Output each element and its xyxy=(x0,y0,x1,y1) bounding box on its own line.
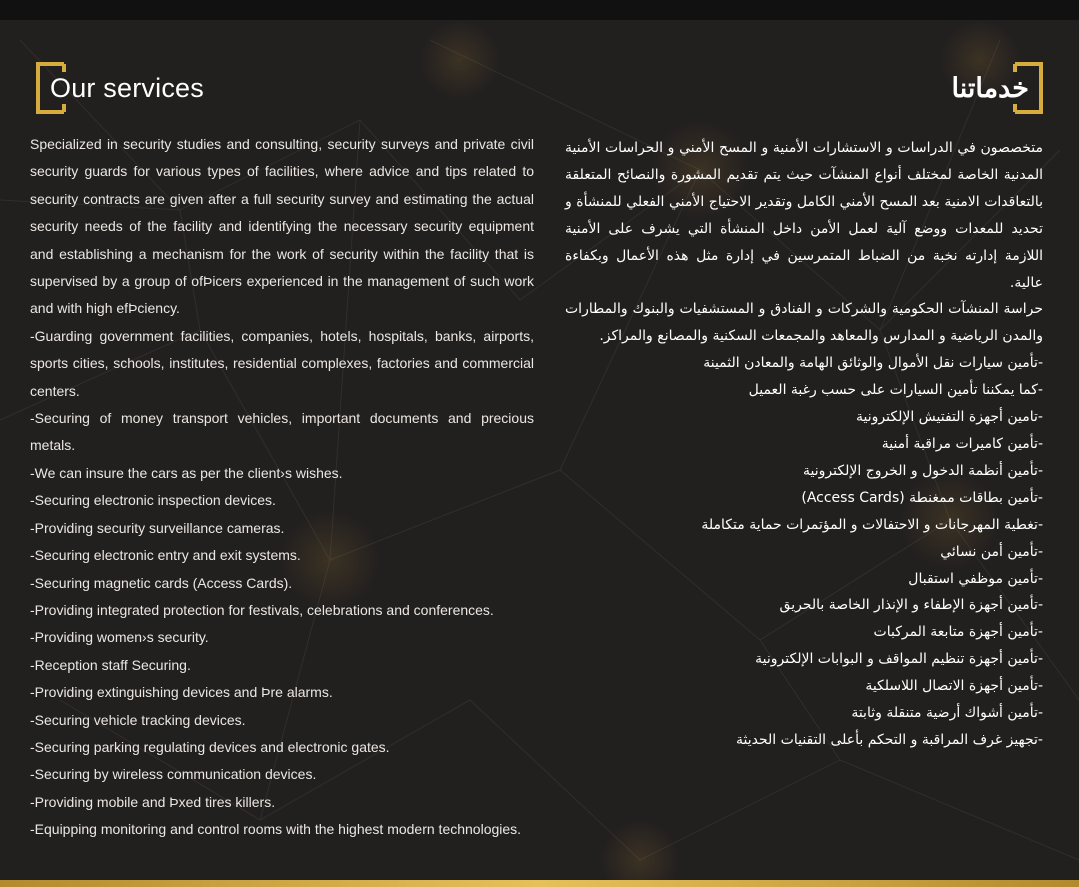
arabic-service-list-item: -تأمين أجهزة متابعة المركبات xyxy=(873,624,1043,641)
service-list-item: -Providing integrated protection for festivals, celebrations and conferences. xyxy=(30,601,494,618)
english-heading xyxy=(36,62,204,114)
arabic-service-list-item: -تجهيز غرف المراقبة و التحكم بأعلى التقنيات الحديثة xyxy=(736,731,1043,748)
arabic-service-list-item: -تأمين أنظمة الدخول و الخروج الإلكترونية xyxy=(803,462,1043,479)
english-money-transport-paragraph: -Securing of money transport vehicles, important documents and precious metals. xyxy=(30,410,534,454)
arabic-service-list-item: -كما يمكننا تأمين السيارات على حسب رغبة العميل xyxy=(748,382,1043,399)
service-list-item: -Securing parking regulating devices and electronic gates. xyxy=(30,738,390,755)
arabic-service-list-item: -تأمين أجهزة تنظيم المواقف و البوابات الإلكترونية xyxy=(755,651,1043,668)
arabic-service-list-item: -تأمين أشواك أرضية متنقلة وثابتة xyxy=(851,705,1043,722)
english-last-paragraph: -Equipping monitoring and control rooms with the highest modern technologies. xyxy=(30,821,522,838)
service-list-item: -Providing mobile and Þxed tires killers. xyxy=(30,793,276,810)
english-title: Our services xyxy=(50,72,204,103)
arabic-guarding-paragraph: حراسة المنشآت الحكومية والشركات و الفنادق و المستشفيات والبنوك والمطارات والمدن الرياضية و المدارس والمعاهد والمجمعات السكنية والمصانع والمراكز. xyxy=(565,301,1043,345)
service-list-item: -Securing electronic inspection devices. xyxy=(30,492,276,509)
service-list-item: -Securing vehicle tracking devices. xyxy=(30,711,246,728)
arabic-service-list-item: -تأمين أجهزة الإطفاء و الإنذار الخاصة بالحريق xyxy=(779,597,1043,614)
service-list-item: -Securing electronic entry and exit systems. xyxy=(30,547,301,564)
gold-bottom-bar xyxy=(0,880,1079,887)
arabic-title: خدماتنا xyxy=(951,72,1029,103)
arabic-service-list-item: -تأمين موظفي استقبال xyxy=(908,570,1043,587)
english-guarding-paragraph: -Guarding government facilities, companies, hotels, hospitals, banks, airports, sports cities, schools, institutes, residential complexes, factories and commercial centers. xyxy=(30,327,534,399)
arabic-service-list-item: -تأمين أجهزة الاتصال اللاسلكية xyxy=(865,678,1043,695)
service-list-item: -Providing security surveillance cameras. xyxy=(30,519,285,536)
service-list-item: -Reception staff Securing. xyxy=(30,656,191,673)
arabic-intro-paragraph: متخصصون في الدراسات و الاستشارات الأمنية و المسح الأمني و الحراسات الأمنية المدنية الخاصة لمختلف أنواع المنشآت حيث يتم تقديم المشورة والنصائح المتعلقة بالتعاقدات الامنية بعد المسح الأمني الكامل وتقدير الاحتياج الأمني الفعلي للمنشأة و تحديد للمعدات ووضع آلية لعمل الأمن داخل المنشأة التي يشرف على الأمنية اللازمة إدارته نخبة من الضباط المتمرسين في إدارة مثل هذه الأعمال وبكفاءة عالية. xyxy=(565,140,1043,291)
arabic-service-list-item: -تأمين كاميرات مراقبة أمنية xyxy=(881,435,1043,452)
service-list-item: -Providing women›s security. xyxy=(30,629,209,646)
service-list-item: -Securing by wireless communication devices. xyxy=(30,766,317,783)
arabic-service-list-item: -تغطية المهرجانات و الاحتفالات و المؤتمرات حماية متكاملة xyxy=(701,516,1043,533)
english-intro-paragraph: Specialized in security studies and consulting, security surveys and private civil security guards for various types of facilities, where advice and tips related to security contracts are given after a full security survey and estimating the actual security needs of the facility and identifying the necessary security equipment and establishing a mechanism for the work of security within the facility that is supervised by a group of ofÞicers experienced in the management of such work and with high efÞciency. xyxy=(30,136,534,317)
service-list-item: -Providing extinguishing devices and Þre alarms. xyxy=(30,684,333,701)
service-list-item: -Securing magnetic cards (Access Cards). xyxy=(30,574,293,591)
service-list-item: -We can insure the cars as per the client›s wishes. xyxy=(30,464,343,481)
top-bar xyxy=(0,0,1079,20)
english-services-column xyxy=(30,131,534,844)
arabic-service-list-item: -تأمين سيارات نقل الأموال والوثائق الهامة والمعادن الثمينة xyxy=(703,355,1043,372)
arabic-service-list-item: -تأمين أمن نسائي xyxy=(940,543,1043,560)
arabic-services-column xyxy=(565,135,1043,754)
arabic-service-list-item: -تامين أجهزة التفتيش الإلكترونية xyxy=(856,409,1043,426)
arabic-service-list-item: -تأمين بطاقات ممغنطة (Access Cards) xyxy=(801,489,1043,506)
arabic-heading xyxy=(952,62,1043,114)
